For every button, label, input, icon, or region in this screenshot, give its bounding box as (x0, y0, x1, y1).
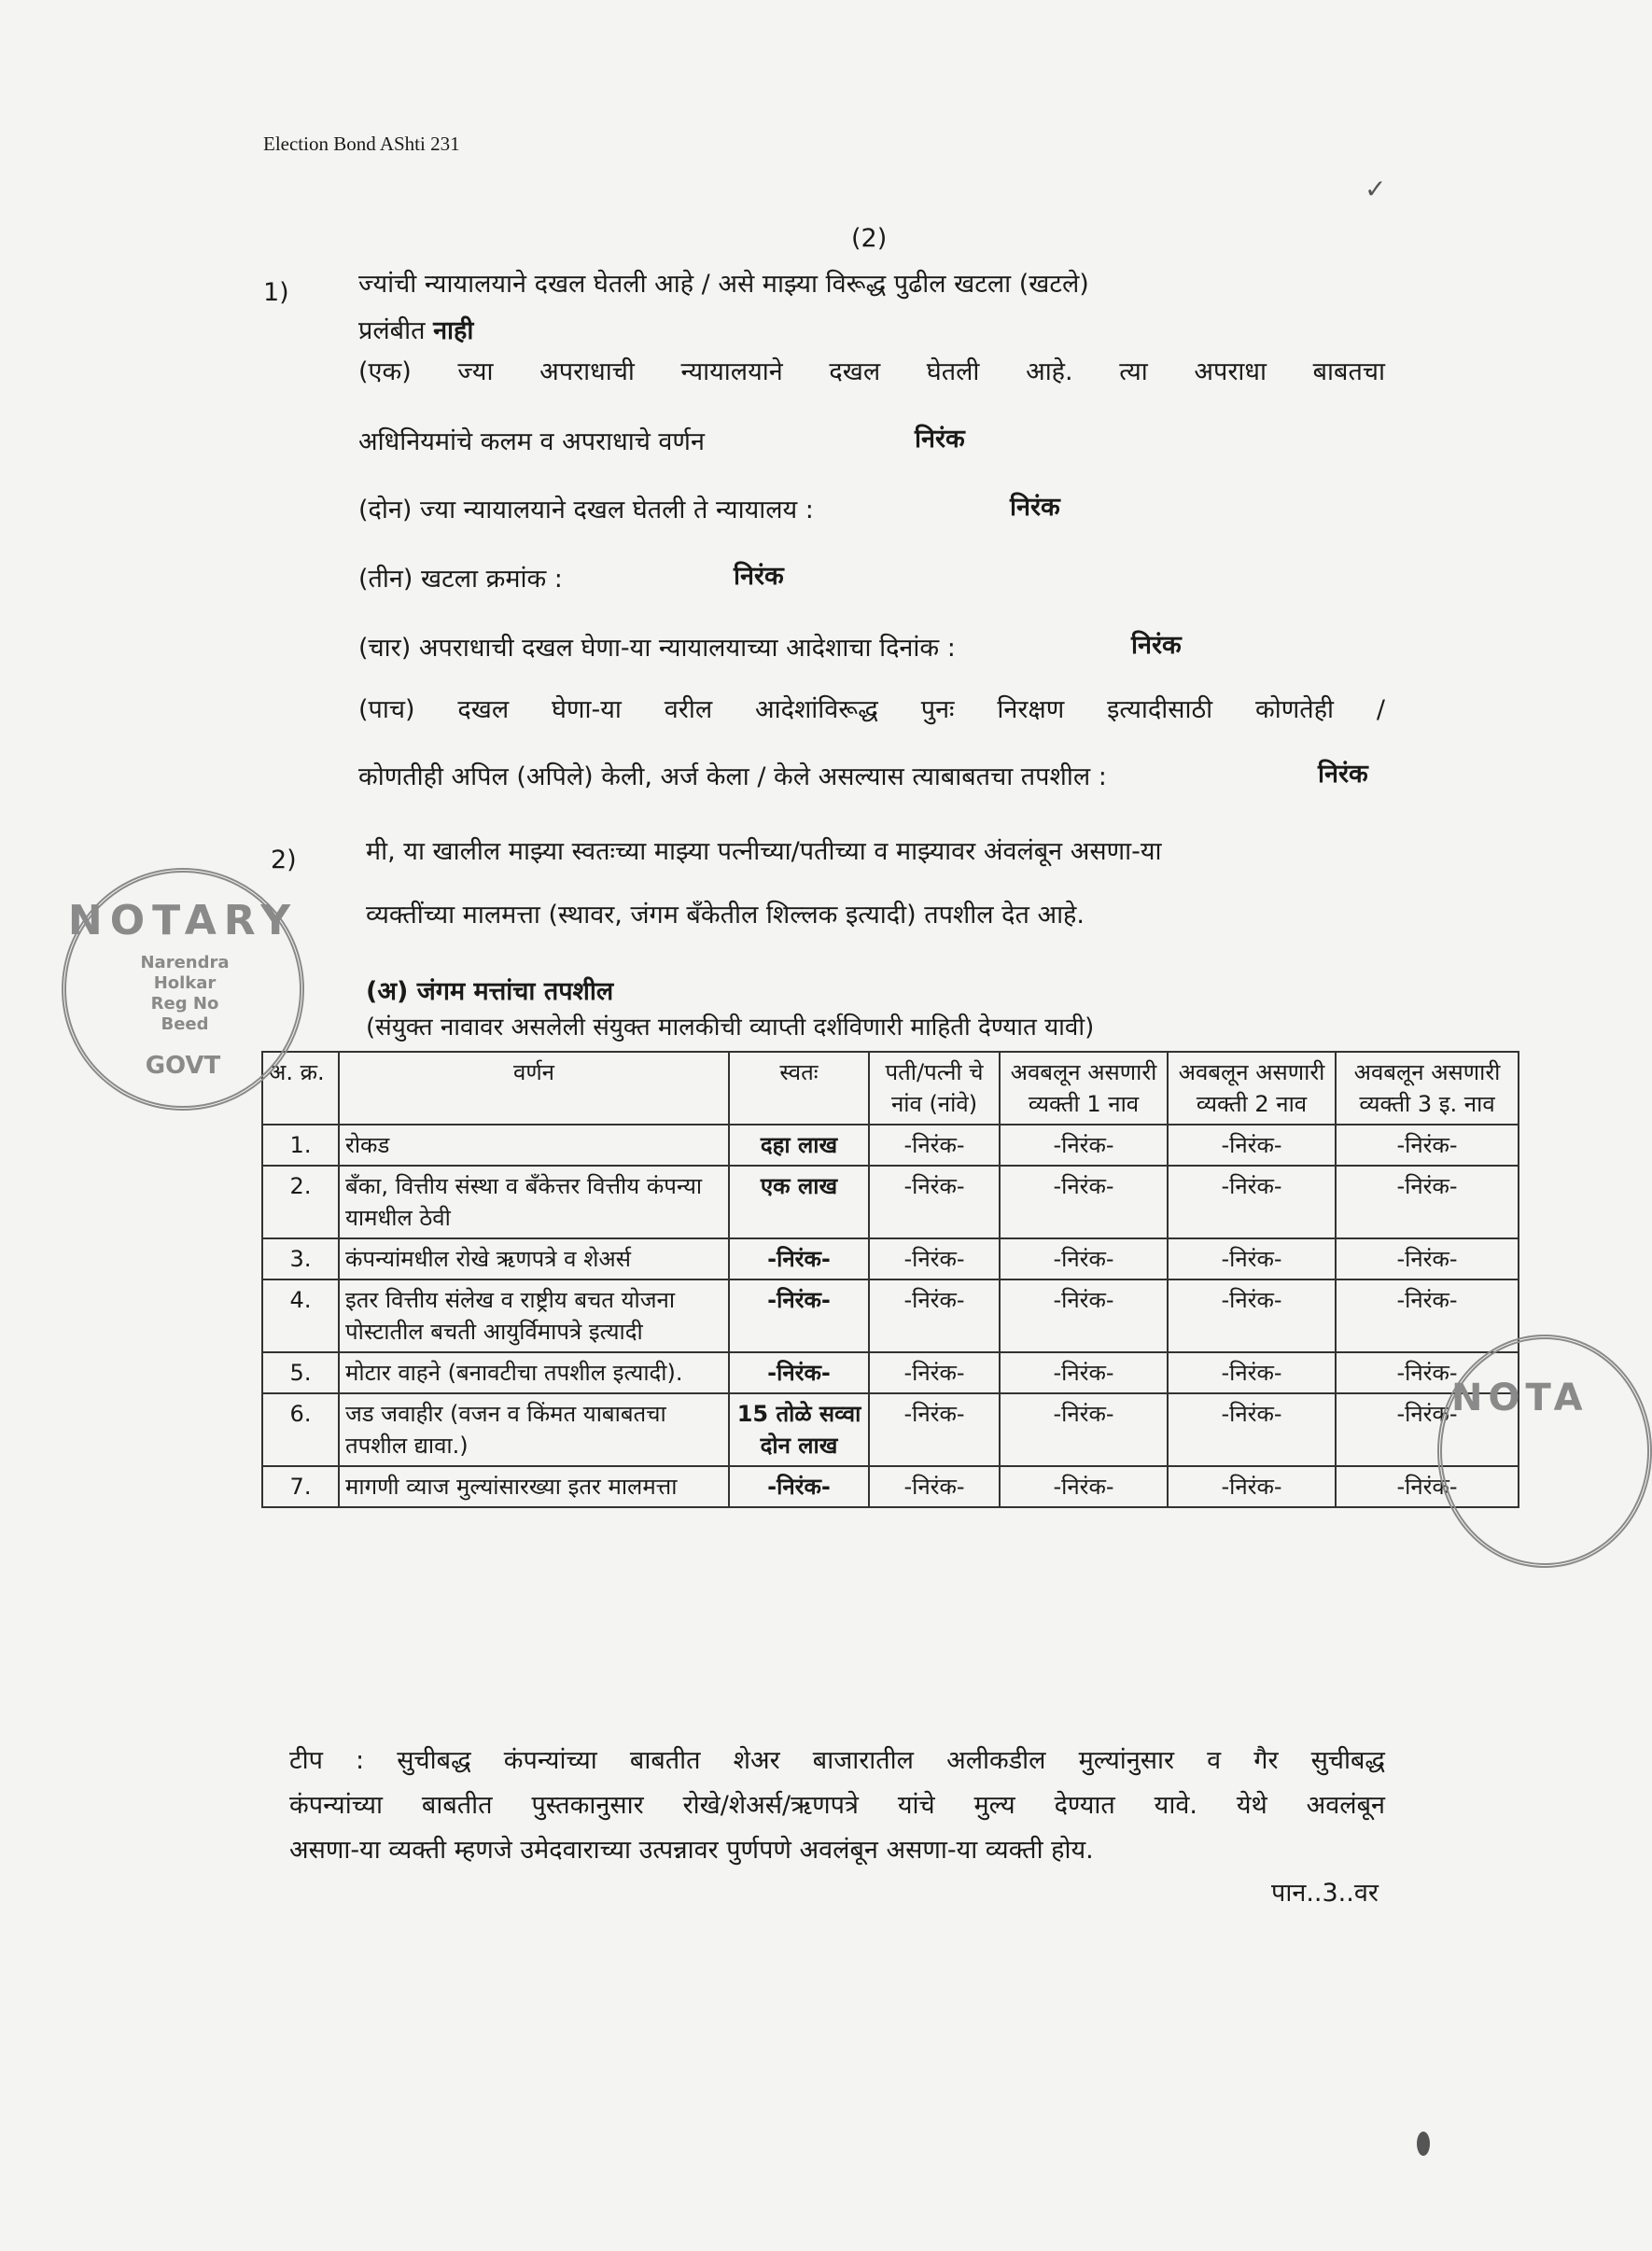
table-row-motor-vehicles (262, 1352, 1519, 1393)
notary-stamp-govt: GOVT (145, 1052, 221, 1080)
item-e-line-1: (पाच) दखल घेणा-या वरील आदेशांविरूद्ध पुनः निरक्षण इत्यादीसाठी कोणतेही / (358, 695, 1385, 724)
cell-spouse: -निरंक- (869, 1352, 1000, 1393)
header-serial: अ. क्र. (262, 1052, 339, 1125)
cell-description: मागणी व्याज मुल्यांसारख्या इतर मालमत्ता (339, 1466, 729, 1507)
header-self: स्वतः (729, 1052, 869, 1125)
cell-dependent-2: -निरंक- (1168, 1279, 1336, 1352)
cell-description: बँका, वित्तीय संस्था व बँकेत्तर वित्तीय कंपन्या यामधील ठेवी (339, 1166, 729, 1238)
cell-spouse: -निरंक- (869, 1238, 1000, 1279)
item-b-value: निरंक (1010, 493, 1060, 522)
cell-dependent-3: -निरंक- (1336, 1466, 1519, 1507)
item-a-line-1: (एक) ज्या अपराधाची न्यायालयाने दखल घेतली आहे. त्या अपराधा बाबतचा (358, 357, 1385, 386)
movable-assets-table (261, 1051, 1519, 1508)
cell-self: -निरंक- (729, 1352, 869, 1393)
cell-serial: 2. (262, 1166, 339, 1238)
section-2-line-1: मी, या खालील माझ्या स्वतःच्या माझ्या पत्नीच्या/पतीच्या व माझ्यावर अंवलंबून असणा-या (366, 837, 1162, 866)
cell-serial: 3. (262, 1238, 339, 1279)
item-d-value: निरंक (1131, 631, 1182, 660)
table-header-row (262, 1052, 1519, 1125)
note-line-1: टीप : सुचीबद्ध कंपन्यांच्या बाबतीत शेअर बाजारातील अलीकडील मुल्यांनुसार व गैर सुचीबद्ध (289, 1746, 1385, 1775)
section-1-number: 1) (263, 278, 289, 307)
ink-dot-mark (1417, 2132, 1430, 2156)
note-line-3: असणा-या व्यक्ती म्हणजे उमेदवाराच्या उत्पन्नावर पुर्णपणे अवलंबून असणा-या व्यक्ती होय. (289, 1836, 1094, 1865)
notary-stamp-right-title: NOTA (1451, 1377, 1589, 1419)
cell-spouse: -निरंक- (869, 1166, 1000, 1238)
notary-stamp-left (62, 868, 304, 1111)
table-row-other-assets (262, 1466, 1519, 1507)
cell-dependent-1: -निरंक- (1000, 1352, 1168, 1393)
notary-stamp-right (1437, 1335, 1652, 1568)
sub-heading-note: (संयुक्त नावावर असलेली संयुक्त मालकीची व्याप्ती दर्शविणारी माहिती देण्यात यावी) (366, 1014, 1095, 1042)
item-c-value: निरंक (734, 562, 784, 591)
cell-dependent-3: -निरंक- (1336, 1166, 1519, 1238)
section-1-line-2-text: प्रलंबीत (358, 316, 434, 345)
cell-description: रोकड (339, 1125, 729, 1166)
header-dependent-3: अवबलून असणारी व्यक्ती 3 इ. नाव (1336, 1052, 1519, 1125)
cell-self: -निरंक- (729, 1279, 869, 1352)
cell-serial: 4. (262, 1279, 339, 1352)
cell-serial: 6. (262, 1393, 339, 1466)
notary-stamp-title: NOTARY (67, 897, 299, 944)
cell-serial: 5. (262, 1352, 339, 1393)
cell-dependent-2: -निरंक- (1168, 1352, 1336, 1393)
table-row-bank-deposits (262, 1166, 1519, 1238)
continued-on-page-3: पान..3..वर (1271, 1879, 1379, 1908)
cell-spouse: -निरंक- (869, 1279, 1000, 1352)
cell-self: -निरंक- (729, 1466, 869, 1507)
page-number: (2) (851, 224, 888, 253)
document-header: Election Bond AShti 231 (263, 133, 460, 155)
note-line-2: कंपन्यांच्या बाबतीत पुस्तकानुसार रोखे/शेअर्स/ऋणपत्रे यांचे मुल्य देण्यात यावे. येथे अवलंबून (289, 1791, 1385, 1820)
item-a-line-2: अधिनियमांचे कलम व अपराधाचे वर्णन (358, 427, 705, 456)
item-e-value: निरंक (1318, 760, 1368, 789)
section-1-line-1: ज्यांची न्यायालयाने दखल घेतली आहे / असे माझ्या विरूद्ध पुढील खटला (खटले) (358, 270, 1089, 299)
cell-dependent-1: -निरंक- (1000, 1466, 1168, 1507)
cell-self: 15 तोळे सव्वा दोन लाख (729, 1393, 869, 1466)
check-mark-icon: ✓ (1365, 174, 1387, 204)
section-2-number: 2) (271, 846, 297, 874)
item-b-text: (दोन) ज्या न्यायालयाने दखल घेतली ते न्यायालय : (358, 496, 814, 524)
header-dependent-1: अवबलून असणारी व्यक्ती 1 नाव (1000, 1052, 1168, 1125)
cell-spouse: -निरंक- (869, 1393, 1000, 1466)
section-1-line-2-bold: नाही (433, 316, 474, 345)
cell-dependent-1: -निरंक- (1000, 1166, 1168, 1238)
cell-serial: 1. (262, 1125, 339, 1166)
cell-dependent-2: -निरंक- (1168, 1238, 1336, 1279)
section-2-line-2: व्यक्तींच्या मालमत्ता (स्थावर, जंगम बँकेतील शिल्लक इत्यादी) तपशील देत आहे. (366, 901, 1085, 930)
cell-dependent-1: -निरंक- (1000, 1125, 1168, 1166)
header-dependent-2: अवबलून असणारी व्यक्ती 2 नाव (1168, 1052, 1336, 1125)
cell-serial: 7. (262, 1466, 339, 1507)
cell-dependent-3: -निरंक- (1336, 1125, 1519, 1166)
table-row-cash (262, 1125, 1519, 1166)
item-d-text: (चार) अपराधाची दखल घेणा-या न्यायालयाच्या आदेशाचा दिनांक : (358, 634, 956, 663)
cell-dependent-3: -निरंक- (1336, 1238, 1519, 1279)
table-row-jewellery (262, 1393, 1519, 1466)
cell-description: मोटार वाहने (बनावटीचा तपशील इत्यादी). (339, 1352, 729, 1393)
item-a-value: निरंक (915, 425, 965, 454)
cell-dependent-1: -निरंक- (1000, 1238, 1168, 1279)
section-1-line-2 (358, 314, 473, 349)
cell-dependent-2: -निरंक- (1168, 1125, 1336, 1166)
item-c-text: (तीन) खटला क्रमांक : (358, 565, 563, 594)
sub-heading-movable-assets: (अ) जंगम मत्तांचा तपशील (366, 977, 614, 1006)
cell-dependent-3: -निरंक- (1336, 1393, 1519, 1466)
cell-self: दहा लाख (729, 1125, 869, 1166)
notary-stamp-inner: Narendra Holkar Reg No Beed (140, 953, 230, 1034)
cell-description: इतर वित्तीय संलेख व राष्ट्रीय बचत योजना पोस्टातील बचती आयुर्विमापत्रे इत्यादी (339, 1279, 729, 1352)
header-spouse: पती/पत्नी चे नांव (नांवे) (869, 1052, 1000, 1125)
cell-dependent-3: -निरंक- (1336, 1352, 1519, 1393)
cell-dependent-2: -निरंक- (1168, 1166, 1336, 1238)
cell-spouse: -निरंक- (869, 1466, 1000, 1507)
cell-dependent-1: -निरंक- (1000, 1393, 1168, 1466)
cell-self: -निरंक- (729, 1238, 869, 1279)
cell-self: एक लाख (729, 1166, 869, 1238)
table-row-financial-instruments (262, 1279, 1519, 1352)
cell-dependent-2: -निरंक- (1168, 1393, 1336, 1466)
item-e-line-2: कोणतीही अपिल (अपिले) केली, अर्ज केला / केले असल्यास त्याबाबतचा तपशील : (358, 762, 1107, 791)
cell-dependent-3: -निरंक- (1336, 1279, 1519, 1352)
cell-description: जड जवाहीर (वजन व किंमत याबाबतचा तपशील द्यावा.) (339, 1393, 729, 1466)
cell-description: कंपन्यांमधील रोखे ऋणपत्रे व शेअर्स (339, 1238, 729, 1279)
header-description: वर्णन (339, 1052, 729, 1125)
cell-dependent-2: -निरंक- (1168, 1466, 1336, 1507)
cell-dependent-1: -निरंक- (1000, 1279, 1168, 1352)
table-row-company-shares (262, 1238, 1519, 1279)
cell-spouse: -निरंक- (869, 1125, 1000, 1166)
